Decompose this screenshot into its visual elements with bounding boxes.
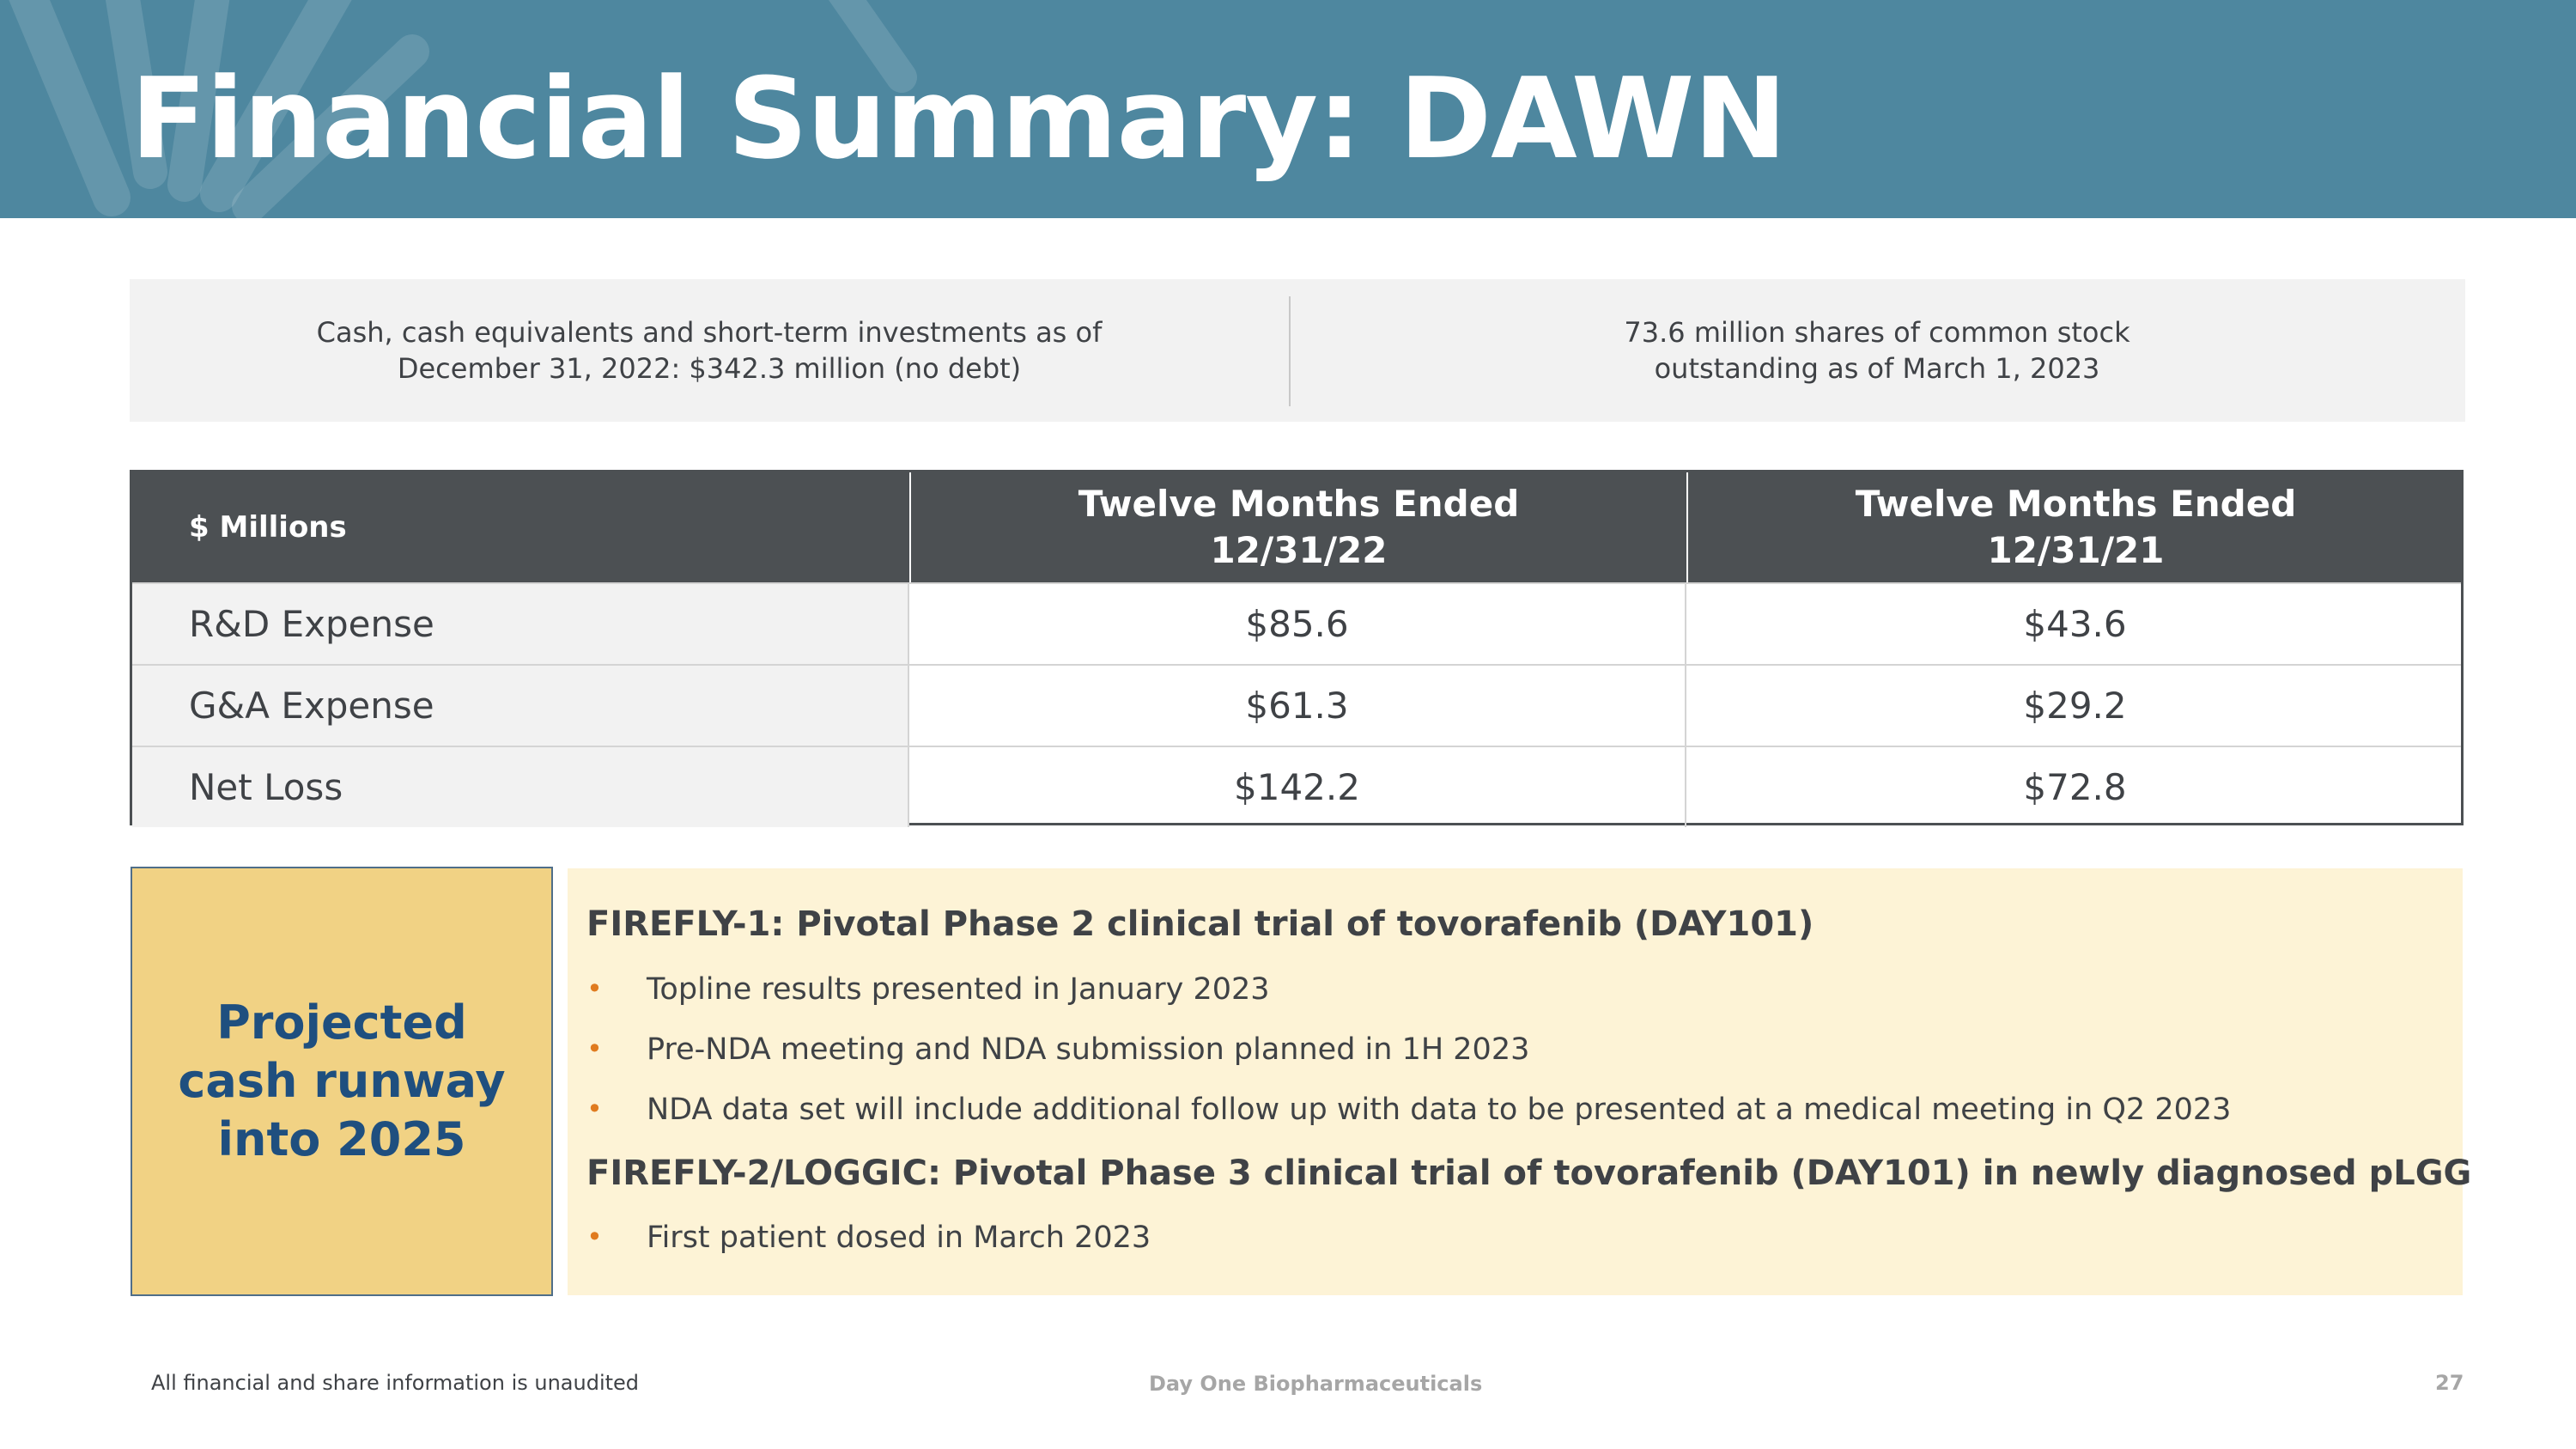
summary-info-box — [130, 279, 2465, 422]
financial-table — [130, 470, 2464, 825]
bullet-icon: • — [586, 972, 603, 1005]
value-2022: $85.6 — [909, 584, 1686, 664]
column-header-text: Twelve Months Ended 12/31/21 — [1855, 483, 2297, 571]
value-2021: $43.6 — [2023, 603, 2127, 645]
page-number: 27 — [2435, 1371, 2464, 1395]
unit-label: $ Millions — [189, 510, 347, 545]
bullet-icon: • — [586, 1093, 603, 1125]
list-item-text: First patient dosed in March 2023 — [647, 1221, 1151, 1255]
row-label: G&A Expense — [132, 666, 909, 746]
row-label: R&D Expense — [132, 584, 909, 664]
cash-runway-text: Projected cash runway into 2025 — [178, 995, 506, 1166]
footer-disclaimer: All financial and share information is unaudited — [151, 1371, 640, 1395]
list-item-text: NDA data set will include additional follow up with data to be presented at a medical meeting in Q2 2023 — [647, 1093, 2232, 1127]
footer-company-name: Day One Biopharmaceuticals — [1149, 1372, 1483, 1396]
column-header-2022 — [909, 472, 1686, 582]
title-banner — [0, 0, 2576, 218]
trial-details-panel — [568, 868, 2472, 1295]
bullet-icon: • — [586, 1032, 603, 1065]
table-row — [132, 746, 2461, 827]
value-2022: $61.3 — [909, 666, 1686, 746]
value-2021: $72.8 — [2023, 766, 2127, 808]
trial-heading: FIREFLY-1: Pivotal Phase 2 clinical trial of tovorafenib (DAY101) — [586, 904, 1814, 944]
cash-summary — [130, 279, 1289, 422]
table-row — [132, 664, 2461, 746]
cash-summary-text: Cash, cash equivalents and short-term investments as of December 31, 2022: $342.3 million (no debt) — [316, 316, 1103, 385]
list-item-text: Pre-NDA meeting and NDA submission planned in 1H 2023 — [647, 1032, 1530, 1067]
table-header — [132, 472, 2461, 582]
cash-runway-callout — [131, 867, 553, 1296]
value-2022: $142.2 — [909, 747, 1686, 827]
value-2021: $29.2 — [2023, 685, 2127, 727]
row-label: Net Loss — [132, 747, 909, 827]
column-header-2021 — [1686, 472, 2464, 582]
page-title: Financial Summary: DAWN — [131, 53, 1787, 184]
bullet-icon: • — [586, 1221, 603, 1253]
shares-summary-text: 73.6 million shares of common stock outstanding as of March 1, 2023 — [1624, 316, 2130, 385]
shares-summary — [1289, 279, 2465, 422]
list-item-text: Topline results presented in January 2023 — [647, 972, 1270, 1007]
column-header-text: Twelve Months Ended 12/31/22 — [1078, 483, 1520, 571]
trial-heading: FIREFLY-2/LOGGIC: Pivotal Phase 3 clinical trial of tovorafenib (DAY101) in newly diagnosed pLGG — [586, 1154, 2472, 1193]
table-row — [132, 582, 2461, 664]
